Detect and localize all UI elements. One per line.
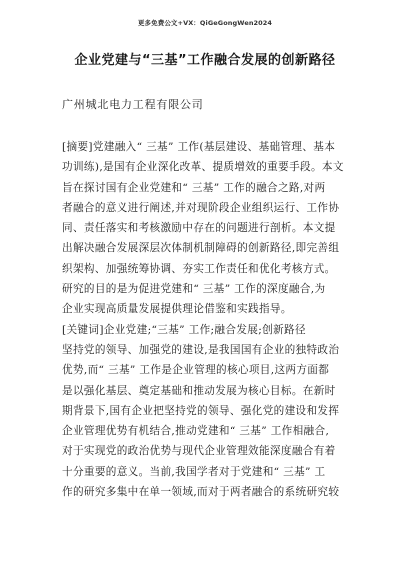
document-title: 企业党建与“三基”工作融合发展的创新路径 xyxy=(74,53,336,68)
body-line: 十分重要的意义。当前,我国学者对于党建和“ 三基” 工 xyxy=(62,465,326,478)
body-line: 出解决融合发展深层次体制机制障碍的创新路径,即完善组 xyxy=(62,242,340,255)
body-line: 功训练),是国有企业深化改革、提质增效的重要手段。本文 xyxy=(62,161,344,174)
body-line: 是以强化基层、奠定基础和推动发展为核心目标。在新时 xyxy=(62,384,336,397)
body-line: [摘要]党建融入“ 三基” 工作(基层建设、基础管理、基本 xyxy=(62,141,336,153)
keywords-line: [关键词]企业党建;“三基” 工作;融合发展;创新路径 xyxy=(62,323,306,336)
body-line: 对于实现党的政治优势与现代企业管理效能深度融合有着 xyxy=(62,445,336,458)
body-line: 织架构、加强统筹协调、夯实工作责任和优化考核方式。 xyxy=(62,262,336,275)
author-affiliation: 广州城北电力工程有限公司 xyxy=(62,98,204,111)
body-line: 研究的目的是为促进党建和“ 三基” 工作的深度融合,为 xyxy=(62,283,326,296)
body-line: 者融合的意义进行阐述,并对现阶段企业组织运行、工作协 xyxy=(62,201,340,214)
body-line: 同、责任落实和考核激励中存在的问题进行剖析。本文提 xyxy=(62,222,336,235)
body-line: 坚持党的领导、加强党的建设,是我国国有企业的独特政治 xyxy=(62,343,340,356)
body-line: 优势,而“ 三基” 工作是企业管理的核心项目,这两方面都 xyxy=(62,364,330,377)
header-note: 更多免费公文+VX：QiGeGongWen2024 xyxy=(137,19,273,27)
document-body xyxy=(62,137,352,502)
body-line: 期背景下,国有企业把坚持党的领导、强化党的建设和发挥 xyxy=(62,404,340,417)
body-line: 企业管理优势有机结合,推动党建和“ 三基” 工作相融合, xyxy=(62,425,330,438)
body-line: 企业实现高质量发展提供理论借鉴和实践指导。 xyxy=(62,303,292,316)
body-line: 旨在探讨国有企业党建和“ 三基” 工作的融合之路,对两 xyxy=(62,181,326,194)
body-line: 作的研究多集中在单一领域,而对于两者融合的系统研究较 xyxy=(62,486,340,499)
